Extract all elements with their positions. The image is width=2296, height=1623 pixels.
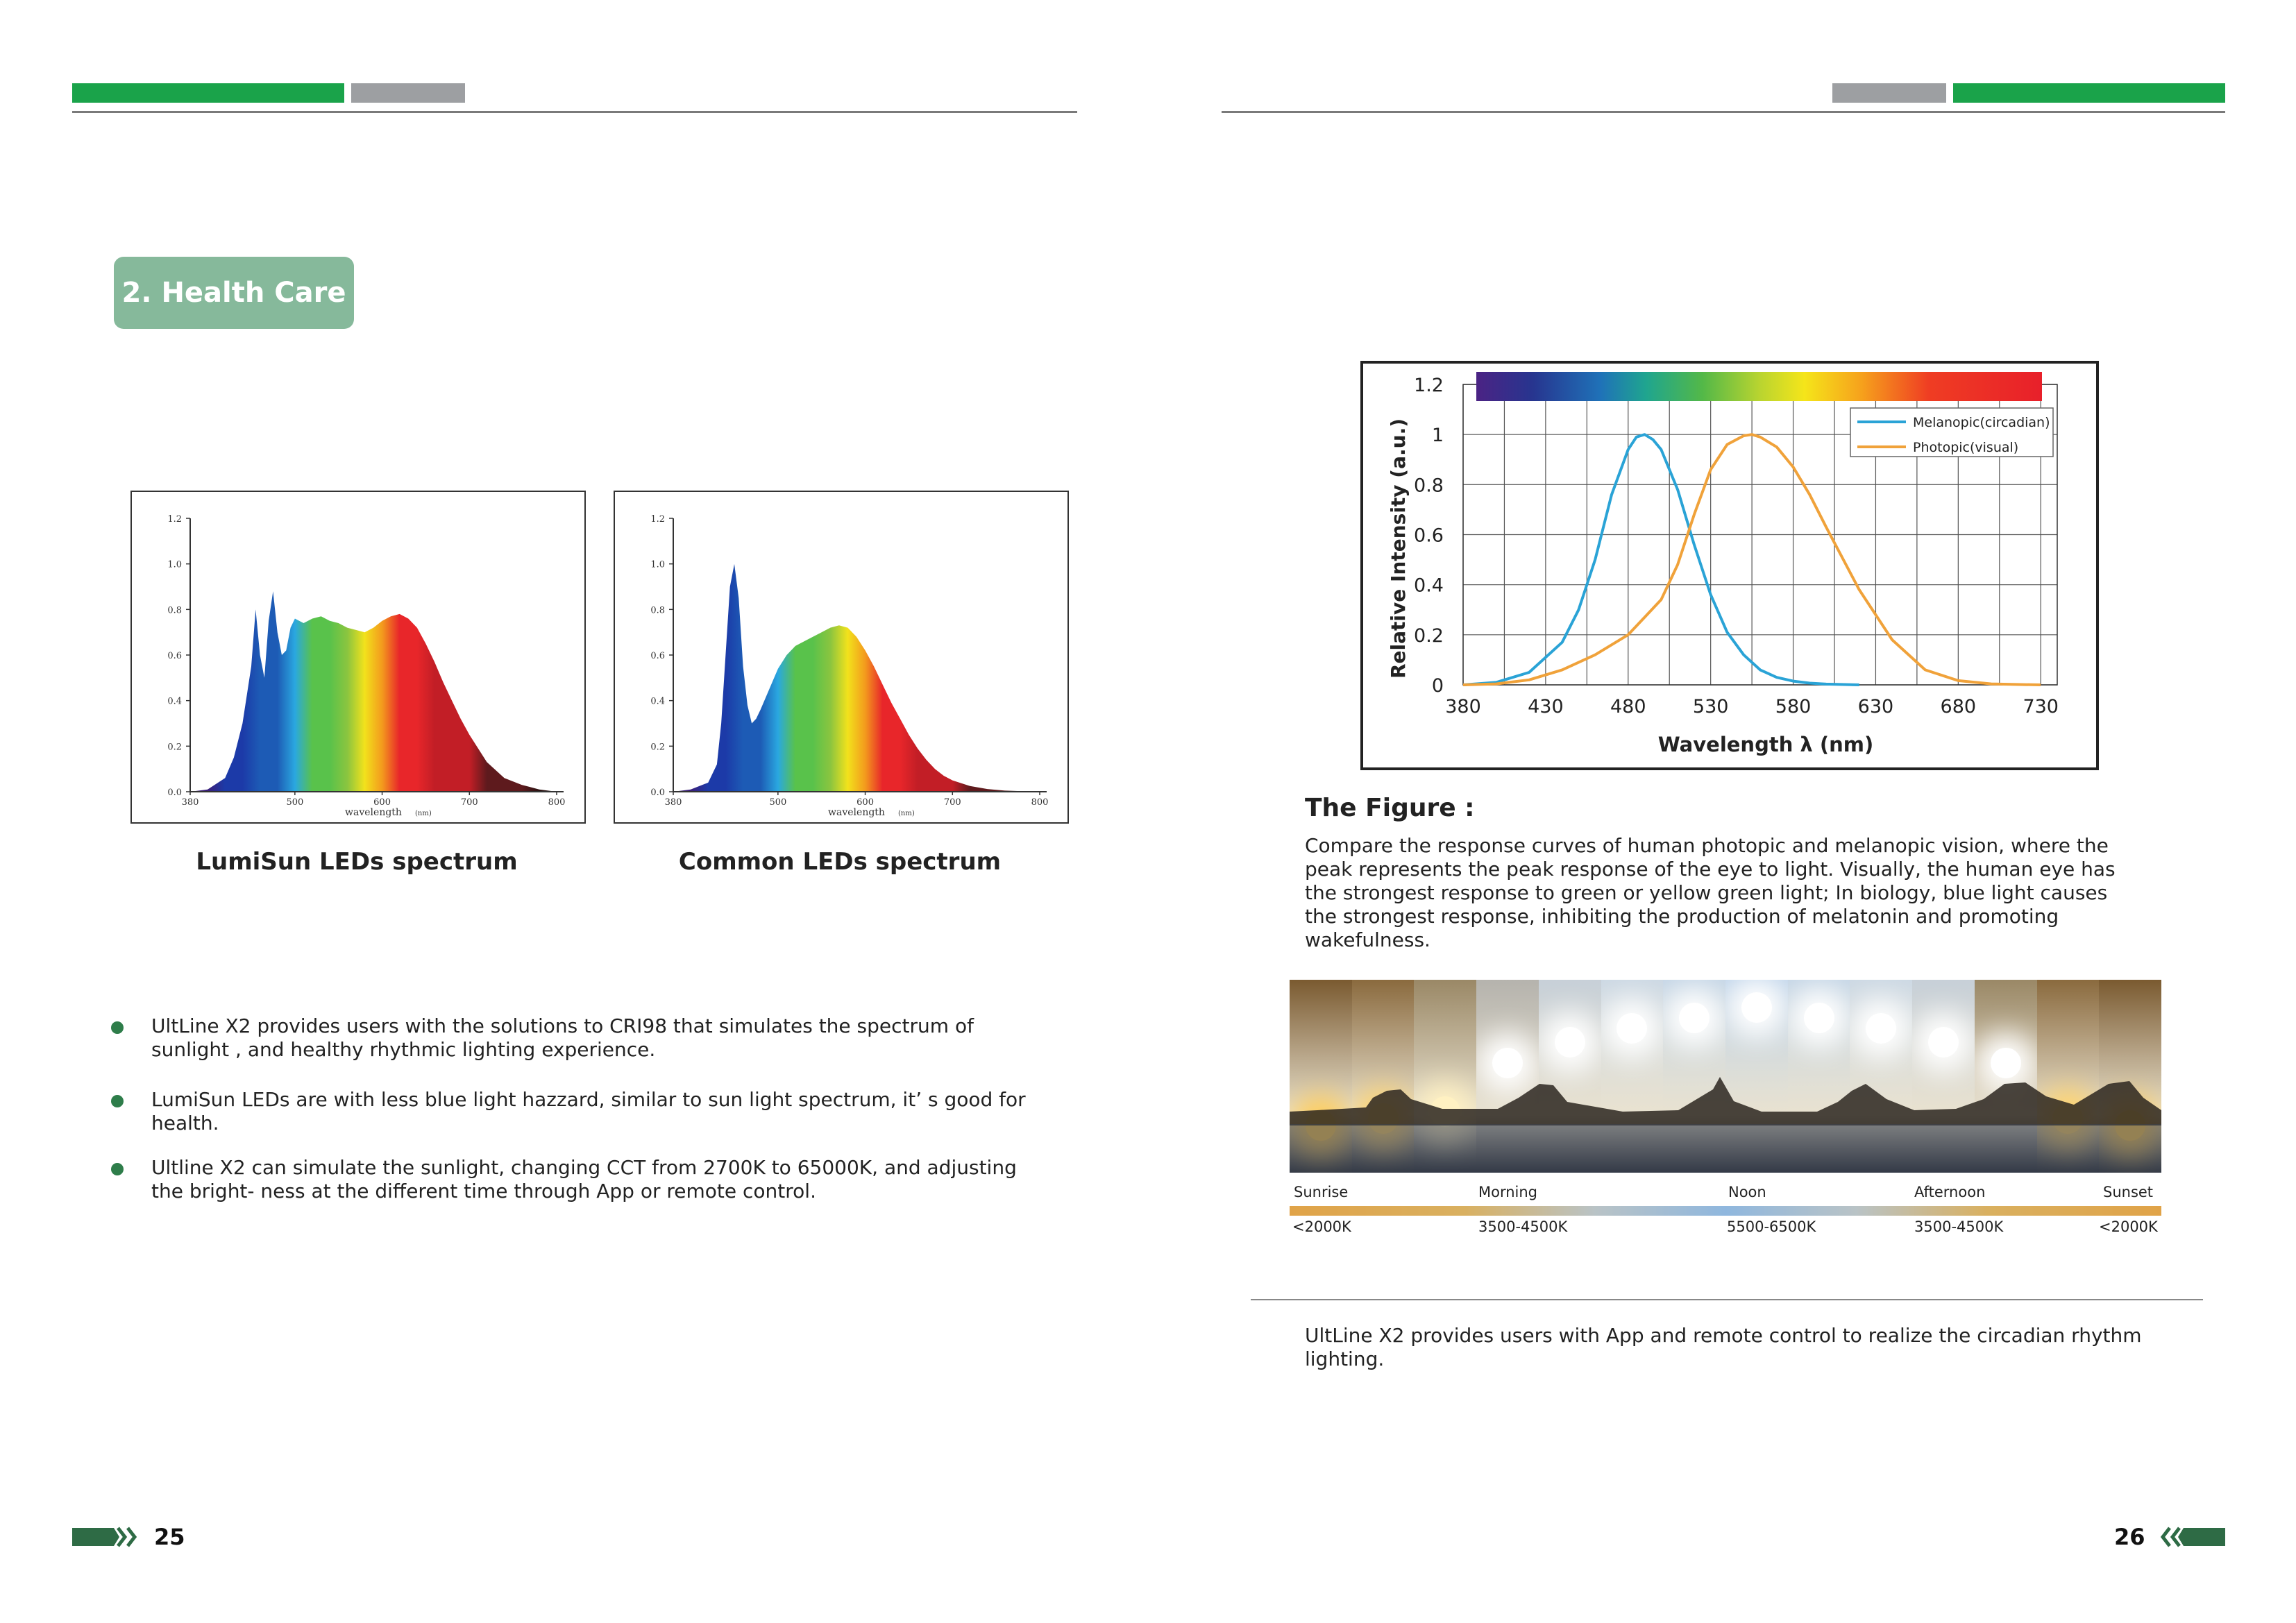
footer-rule — [1251, 1299, 2203, 1300]
x-tick-label: 480 — [1610, 696, 1646, 717]
x-tick-label: 430 — [1528, 696, 1564, 717]
spectrum-area — [673, 564, 1040, 792]
x-tick-label: 800 — [548, 797, 566, 808]
time-label-afternoon: Afternoon — [1914, 1184, 1986, 1200]
y-tick-label: 1.2 — [167, 514, 182, 525]
bullet-dot-icon — [111, 1163, 124, 1175]
figure-description: Compare the response curves of human photopic and melanopic vision, where the peak represents the peak response of the eye to light. Visually, the human eye has the strongest response to green or yellow green light; In biology, blue light causes the strongest response, inhibiting the production of melatonin and promoting wakefulness. — [1305, 834, 2116, 951]
common-caption: Common LEDs spectrum — [678, 848, 1002, 876]
bullet-text: UltLine X2 provides users with the solutions to CRI98 that simulates the spectrum of sunlight , and healthy rhythmic lighting experience. — [151, 1014, 974, 1061]
time-label-morning: Morning — [1478, 1184, 1538, 1200]
series-line — [1463, 434, 1859, 685]
x-tick-label: 730 — [2023, 696, 2059, 717]
x-tick-label: 500 — [286, 797, 304, 808]
x-tick-label: 800 — [1031, 797, 1049, 808]
y-tick-label: 0.6 — [1414, 525, 1444, 547]
cct-label-sunrise: <2000K — [1292, 1218, 1351, 1235]
time-labels-row — [1290, 1184, 2161, 1205]
y-tick-label: 0.8 — [650, 605, 665, 616]
bullet-dot-icon — [111, 1095, 124, 1107]
bullet-text: Ultline X2 can simulate the sunlight, changing CCT from 2700K to 65000K, and adjusting the bright- ness at the different time through App or remote control. — [151, 1156, 1017, 1203]
y-tick-label: 1.0 — [650, 559, 665, 570]
y-tick-label: 1 — [1431, 425, 1444, 447]
time-label-noon: Noon — [1728, 1184, 1766, 1200]
x-tick-label: 380 — [181, 797, 199, 808]
y-tick-label: 1.0 — [167, 559, 182, 570]
header-bar-green-right — [1953, 83, 2225, 103]
time-label-sunset: Sunset — [2103, 1184, 2154, 1200]
y-tick-label: 0.2 — [1414, 624, 1444, 647]
y-tick-label: 0.4 — [1414, 575, 1444, 597]
spectrum-area — [190, 591, 557, 792]
x-tick-label: 700 — [460, 797, 478, 808]
y-tick-label: 0.6 — [167, 651, 182, 661]
y-tick-label: 0.4 — [650, 696, 665, 707]
bullet-list — [111, 1014, 1041, 1203]
footer-text: UltLine X2 provides users with App and remote control to realize the circadian rhythm lighting. — [1305, 1324, 2142, 1370]
x-axis-unit: (nm) — [898, 810, 915, 817]
x-tick-label: 630 — [1857, 696, 1894, 717]
x-axis-unit: (nm) — [415, 810, 432, 817]
header-bar-grey-left — [351, 83, 465, 103]
lumisun-caption: LumiSun LEDs spectrum — [196, 848, 518, 876]
section-label: 2. Health Care — [114, 257, 354, 329]
cct-label-noon: 5500-6500K — [1727, 1218, 1816, 1235]
y-tick-label: 0.6 — [650, 651, 665, 661]
legend-label: Melanopic(circadian) — [1913, 415, 2050, 430]
x-tick-label: 680 — [1940, 696, 1977, 717]
x-axis-label: Wavelength λ (nm) — [1657, 733, 1874, 756]
legend-label: Photopic(visual) — [1913, 440, 2019, 455]
response-curves-svg — [1363, 364, 2096, 767]
bullet-text: LumiSun LEDs are with less blue light hazzard, similar to sun light spectrum, it’ s good for health. — [151, 1088, 1026, 1135]
y-axis-label: Relative Intensity (a.u.) — [1387, 418, 1410, 679]
lumisun-spectrum-chart — [130, 491, 586, 824]
y-tick-label: 0.2 — [167, 742, 182, 753]
cct-labels-row — [1290, 1218, 2161, 1239]
cct-gradient-bar — [1290, 1206, 2161, 1216]
spectrum-color-band — [1476, 372, 2042, 401]
y-tick-label: 0 — [1431, 675, 1444, 697]
x-tick-label: 380 — [664, 797, 682, 808]
landscape-silhouette — [1290, 980, 2161, 1173]
cct-label-morning: 3500-4500K — [1478, 1218, 1568, 1235]
y-tick-label: 0.4 — [167, 696, 182, 707]
figure-title: The Figure : — [1305, 794, 1475, 822]
bullet-item — [111, 1088, 1041, 1135]
page-number-right: 26 — [2114, 1524, 2145, 1550]
x-tick-label: 530 — [1692, 696, 1729, 717]
y-tick-label: 1.2 — [1414, 375, 1444, 396]
bullet-dot-icon — [111, 1021, 124, 1034]
cct-label-afternoon: 3500-4500K — [1914, 1218, 2004, 1235]
header-bar-grey-right — [1832, 83, 1946, 103]
lumisun-spectrum-svg — [132, 492, 584, 822]
x-tick-label: 600 — [856, 797, 874, 808]
x-tick-label: 500 — [769, 797, 787, 808]
common-spectrum-svg — [615, 492, 1067, 822]
y-tick-label: 0.0 — [167, 788, 182, 798]
y-tick-label: 1.2 — [650, 514, 665, 525]
x-tick-label: 700 — [943, 797, 961, 808]
daylight-sequence-image — [1290, 980, 2161, 1173]
x-axis-label: wavelength — [345, 807, 402, 818]
legend — [1850, 408, 2053, 457]
x-tick-label: 380 — [1445, 696, 1481, 717]
y-tick-label: 0.0 — [650, 788, 665, 798]
y-tick-label: 0.8 — [1414, 475, 1444, 497]
cct-label-sunset: <2000K — [2099, 1218, 2158, 1235]
y-tick-label: 0.8 — [167, 605, 182, 616]
common-spectrum-chart — [614, 491, 1069, 824]
x-tick-label: 600 — [373, 797, 391, 808]
y-tick-label: 0.2 — [650, 742, 665, 753]
page-number-left: 25 — [154, 1524, 185, 1550]
header-rule-right — [1222, 111, 2225, 113]
header-rule-left — [72, 111, 1077, 113]
x-axis-label: wavelength — [828, 807, 885, 818]
page-arrow-right-icon — [2156, 1525, 2225, 1552]
bullet-item — [111, 1014, 1041, 1062]
page-arrow-left-icon — [72, 1525, 142, 1552]
response-curves-chart — [1360, 361, 2099, 770]
time-label-sunrise: Sunrise — [1294, 1184, 1349, 1200]
header-bar-green-left — [72, 83, 344, 103]
x-tick-label: 580 — [1775, 696, 1812, 717]
bullet-item — [111, 1156, 1041, 1203]
